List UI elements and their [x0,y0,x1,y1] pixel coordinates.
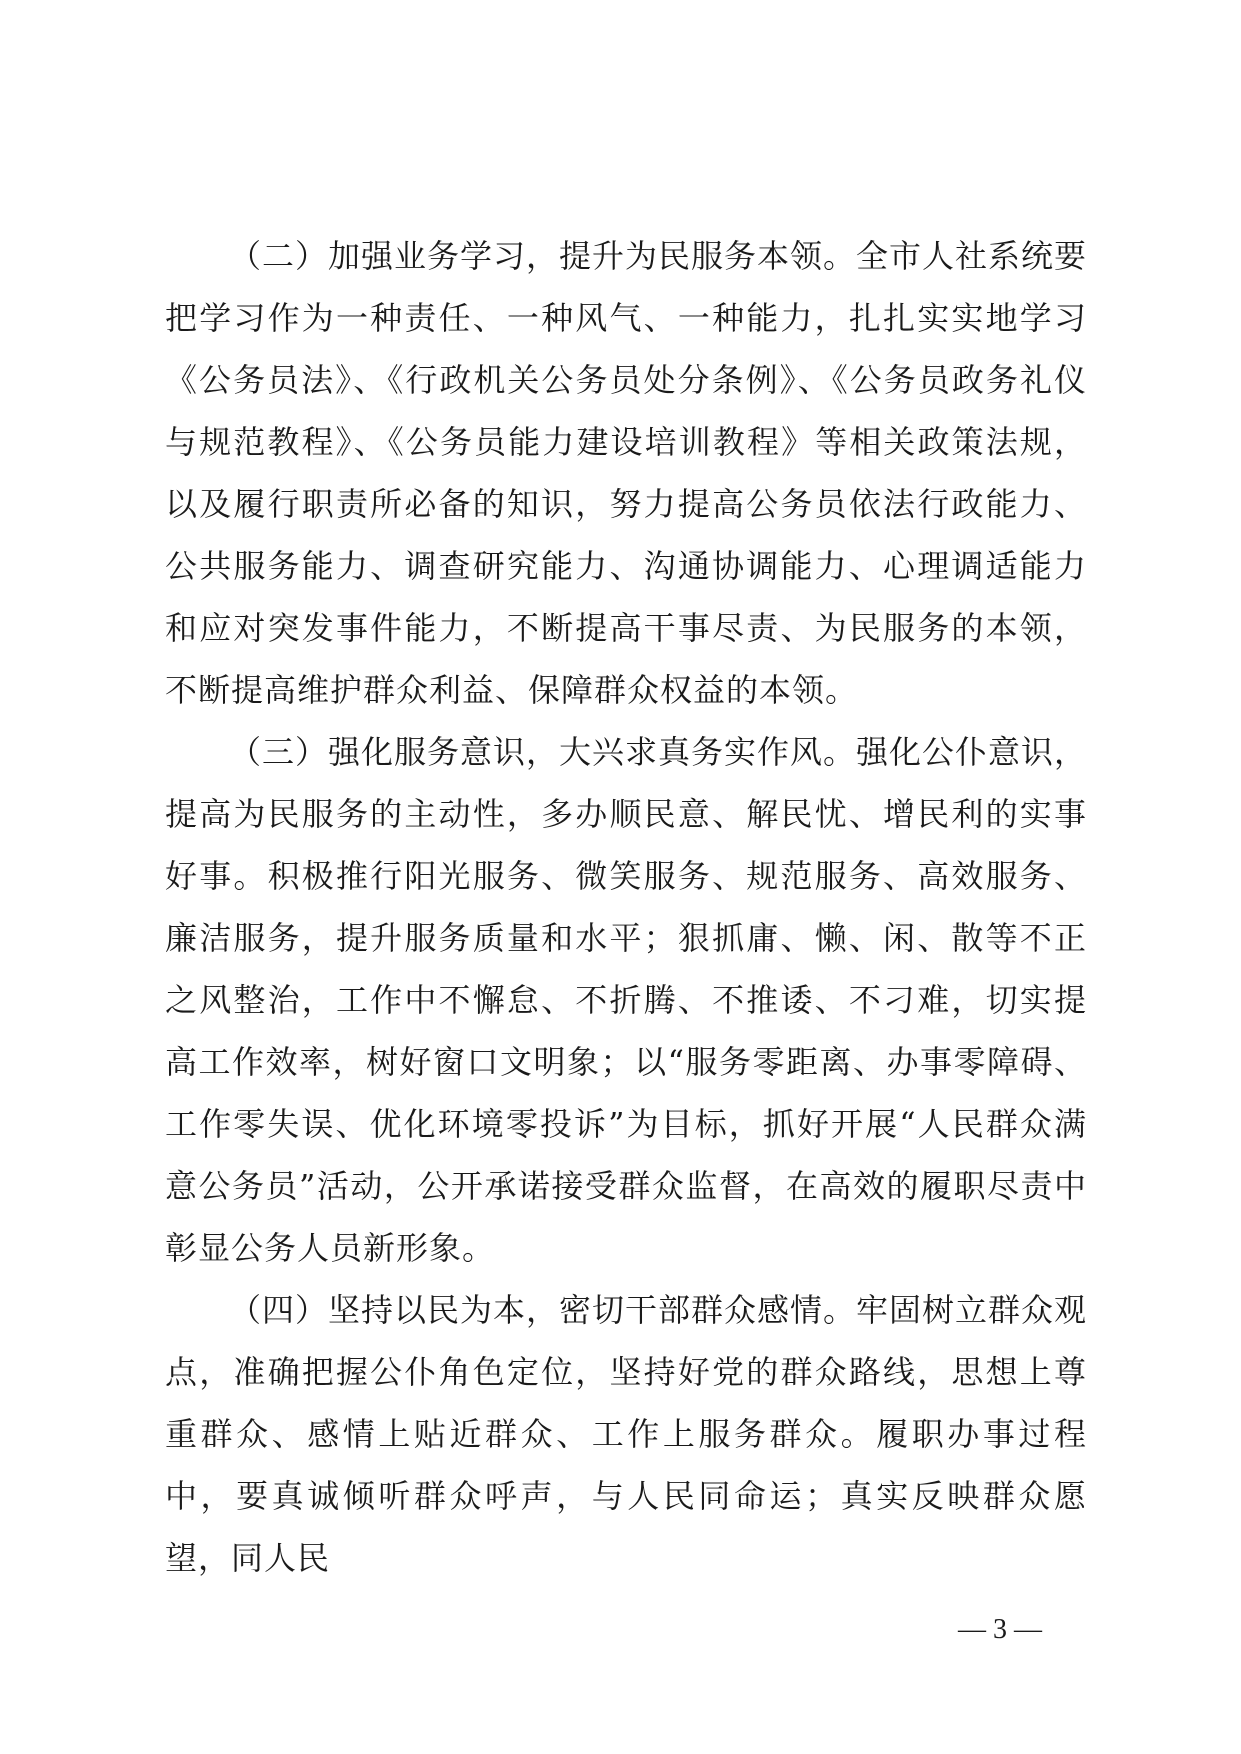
paragraph-section-4: （四）坚持以民为本，密切干部群众感情。牢固树立群众观点，准确把握公仆角色定位，坚持好党的群众路线，思想上尊重群众、感情上贴近群众、工作上服务群众。履职办事过程中，要真诚倾听群众呼声，与人民同命运；真实反映群众愿望，同人民 [165,1291,1088,1577]
page-number: — 3 — [958,1614,1042,1645]
document-body [165,225,1087,1589]
paragraph-section-2: （二）加强业务学习，提升为民服务本领。全市人社系统要把学习作为一种责任、一种风气、一种能力，扎扎实实地学习《公务员法》、《行政机关公务员处分条例》、《公务员政务礼仪与规范教程》、《公务员能力建设培训教程》等相关政策法规，以及履行职责所必备的知识，努力提高公务员依法行政能力、公共服务能力、调查研究能力、沟通协调能力、心理调适能力和应对突发事件能力，不断提高干事尽责、为民服务的本领，不断提高维护群众利益、保障群众权益的本领。 [165,237,1088,709]
paragraph-section-3: （三）强化服务意识，大兴求真务实作风。强化公仆意识，提高为民服务的主动性，多办顺民意、解民忧、增民利的实事好事。积极推行阳光服务、微笑服务、规范服务、高效服务、廉洁服务，提升服务质量和水平；狠抓庸、懒、闲、散等不正之风整治，工作中不懈怠、不折腾、不推诿、不刁难，切实提高工作效率，树好窗口文明象；以“服务零距离、办事零障碍、工作零失误、优化环境零投诉”为目标，抓好开展“人民群众满意公务员”活动，公开承诺接受群众监督，在高效的履职尽责中彰显公务人员新形象。 [165,733,1088,1267]
